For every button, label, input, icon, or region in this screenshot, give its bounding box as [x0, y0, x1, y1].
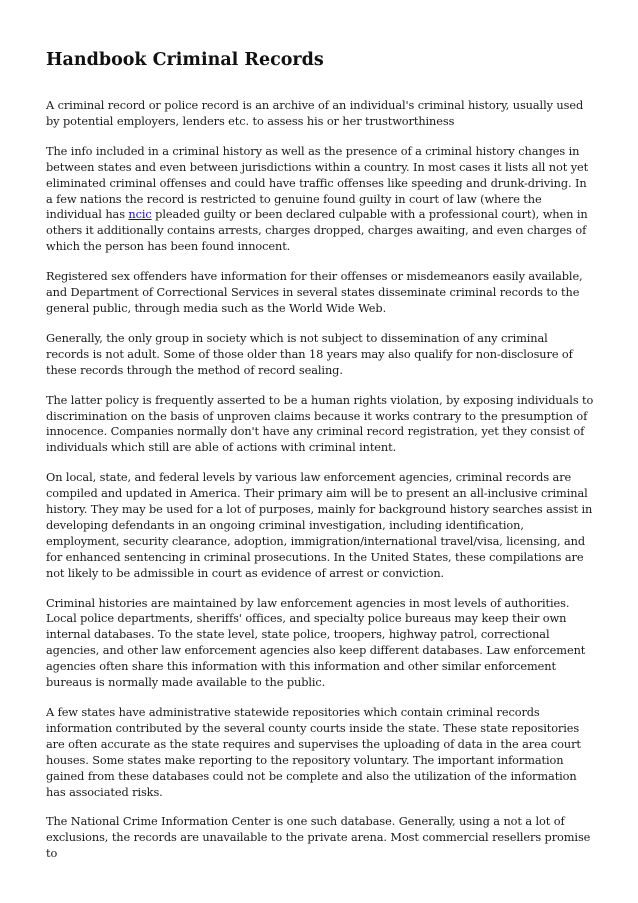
paragraph-sex-offenders: Registered sex offenders have information for their offenses or misdemeanors easily available, and Department of Correctional Services in several states disseminate criminal records to the general public, through media such as the World Wide Web. [46, 269, 583, 315]
paragraph-federal-levels: On local, state, and federal levels by various law enforcement agencies, criminal records are compiled and updated in America. Their primary aim will be to present an all-inclusive criminal history. They may be used for a lot of purposes, mainly for background history searches assist in developing defendants in an ongoing criminal investigation, including identification, employment, security clearance, adoption, immigration/international travel/visa, licensing, and for enhanced sentencing in criminal prosecutions. In the United States, these compilations are not likely to be admissible in court as evidence of arrest or conviction. [46, 470, 593, 580]
document-title: Handbook Criminal Records [46, 50, 324, 70]
ncic-link[interactable]: ncic [128, 207, 152, 222]
paragraph-statewide-repositories: A few states have administrative statewide repositories which contain criminal records information contributed by the several county courts inside the state. These state repositories are often accurate as the state requires and supervises the uploading of data in the area court houses. Some states make reporting to the repository voluntary. The important information gained from these databases could not be complete and also the utilization of the information has associated risks. [46, 705, 581, 799]
paragraph-criminal-histories: Criminal histories are maintained by law enforcement agencies in most levels of authorities. Local police departments, sheriffs' offices, and specialty police bureaus may keep their own internal databases. To the state level, state police, troopers, highway patrol, correctional agencies, and other law enforcement agencies also keep different databases. Law enforcement agencies often share this information with this information and other similar enforcement bureaus is normally made available to the public. [46, 595, 586, 690]
paragraph-text-after-link: pleaded guilty or been declared culpable with a professional court), when in others it additionally contains arrests, charges dropped, charges awaiting, and even charges of which the person has been found innocent. [46, 207, 588, 254]
document-page [46, 50, 594, 876]
paragraph-human-rights: The latter policy is frequently asserted to be a human rights violation, by exposing individuals to discrimination on the basis of unproven claims because it works contrary to the presumption of innocence. Companies normally don't have any criminal record registration, yet they consist of individuals which still are able of actions with criminal intent. [46, 392, 594, 455]
paragraph-not-adult: Generally, the only group in society which is not subject to dissemination of any criminal records is not adult. Some of those older than 18 years may also qualify for non-disclosure of these records through the method of record sealing. [46, 330, 573, 377]
paragraph-intro: A criminal record or police record is an archive of an individual's criminal history, usually used by potential employers, lenders etc. to assess his or her trustworthiness [46, 98, 584, 128]
paragraph-info-included [46, 144, 594, 255]
paragraph-text-before-link: The info included in a criminal history as well as the presence of a criminal history changes in between states and even between jurisdictions within a country. In most cases it lists all not yet eliminated criminal offenses and could have traffic offenses like speeding and drunk-driving. In a few nations the record is restricted to genuine found guilty in court of law (where the individual has [46, 143, 589, 222]
paragraph-ncic-database: The National Crime Information Center is one such database. Generally, using a not a lot of exclusions, the records are unavailable to the private arena. Most commercial resellers promise to [46, 814, 591, 861]
